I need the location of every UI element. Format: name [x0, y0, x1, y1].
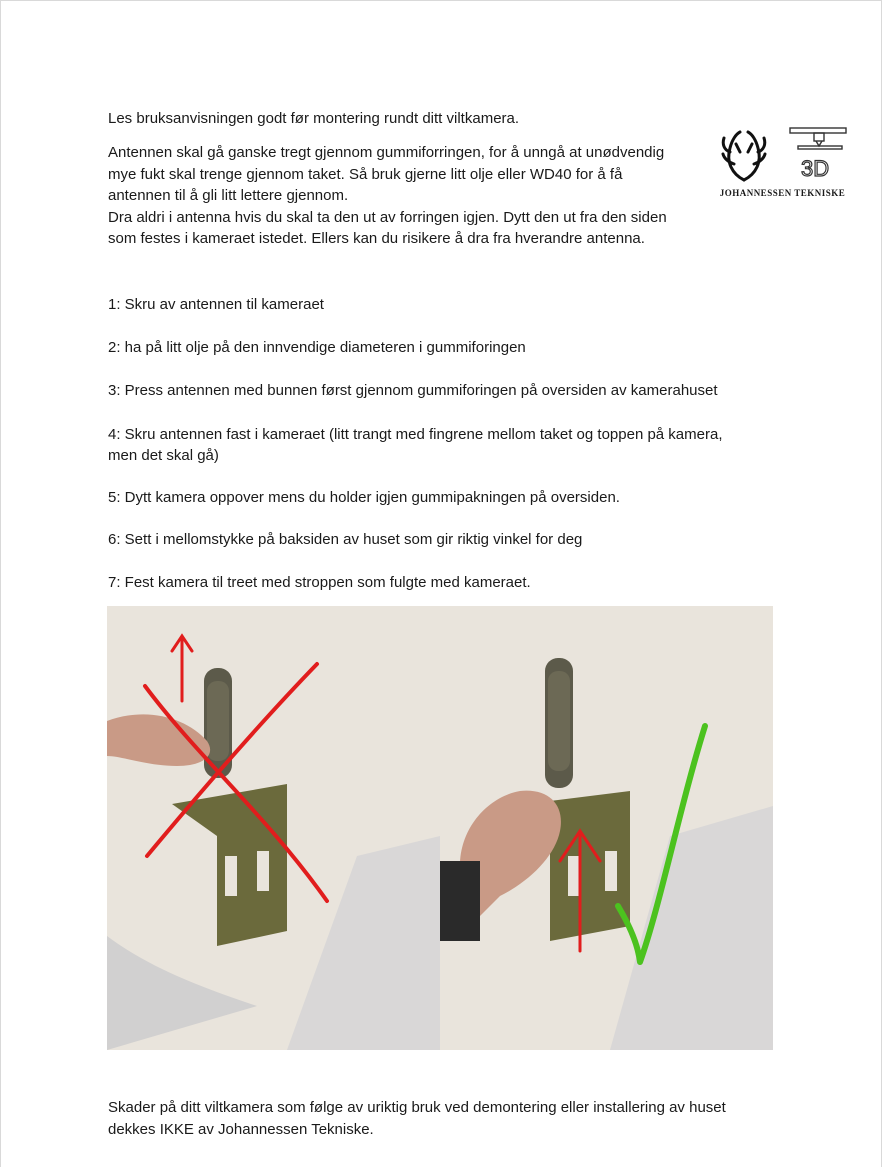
step-6: 6: Sett i mellomstykke på baksiden av huset som gir riktig vinkel for deg	[108, 531, 583, 548]
paragraph-line: antennen til å gli litt lettere gjennom.	[108, 187, 349, 204]
step-2: 2: ha på litt olje på den innvendige diameteren i gummiforingen	[108, 339, 526, 356]
housing-slot	[225, 856, 237, 896]
photo-correct-way	[440, 606, 773, 1050]
step-1: 1: Skru av antennen til kameraet	[108, 296, 324, 313]
step-7: 7: Fest kamera til treet med stroppen som fulgte med kameraet.	[108, 574, 531, 591]
step-3: 3: Press antennen med bunnen først gjennom gummiforingen på oversiden av kamerahuset	[108, 382, 718, 399]
logo-3d-mark: 3D	[801, 156, 830, 181]
paragraph-line: Dra aldri i antenna hvis du skal ta den ut av forringen igjen. Dytt den ut fra den siden	[108, 208, 667, 226]
photo-wrong-way	[107, 606, 440, 1050]
antenna-texture	[548, 671, 570, 771]
wristwatch	[440, 861, 480, 941]
disclaimer-line: Skader på ditt viltkamera som følge av uriktig bruk ved demontering eller installering av huset	[108, 1099, 726, 1116]
paragraph-line: som festes i kameraet istedet. Ellers kan du risikere å dra fra hverandre antenna.	[108, 230, 645, 247]
step-5: 5: Dytt kamera oppover mens du holder igjen gummipakningen på oversiden.	[108, 489, 620, 506]
housing-slot	[605, 851, 617, 891]
paragraph-line: mye fukt skal trenge gjennom taket. Så bruk gjerne litt olje eller WD40 for å få	[108, 165, 623, 183]
logo-brand-text: JOHANNESSEN TEKNISKE	[719, 188, 846, 198]
paragraph-line: Antennen skal gå ganske tregt gjennom gummiforringen, for å unngå at unødvendig	[108, 144, 665, 161]
antler-icon	[723, 132, 765, 180]
disclaimer-line: dekkes IKKE av Johannessen Tekniske.	[108, 1120, 374, 1138]
step-4: 4: Skru antennen fast i kameraet (litt trangt med fingrene mellom taket og toppen på kamera,	[108, 426, 723, 443]
instructions-paragraph	[108, 142, 698, 250]
step-4-continued: men det skal gå)	[108, 447, 219, 464]
antenna-texture	[207, 681, 229, 761]
intro-text: Les bruksanvisningen godt før montering rundt ditt viltkamera.	[108, 110, 520, 127]
3d-printer-icon	[790, 128, 846, 181]
disclaimer	[108, 1097, 768, 1140]
housing-slot	[568, 856, 580, 896]
housing-slot	[257, 851, 269, 891]
